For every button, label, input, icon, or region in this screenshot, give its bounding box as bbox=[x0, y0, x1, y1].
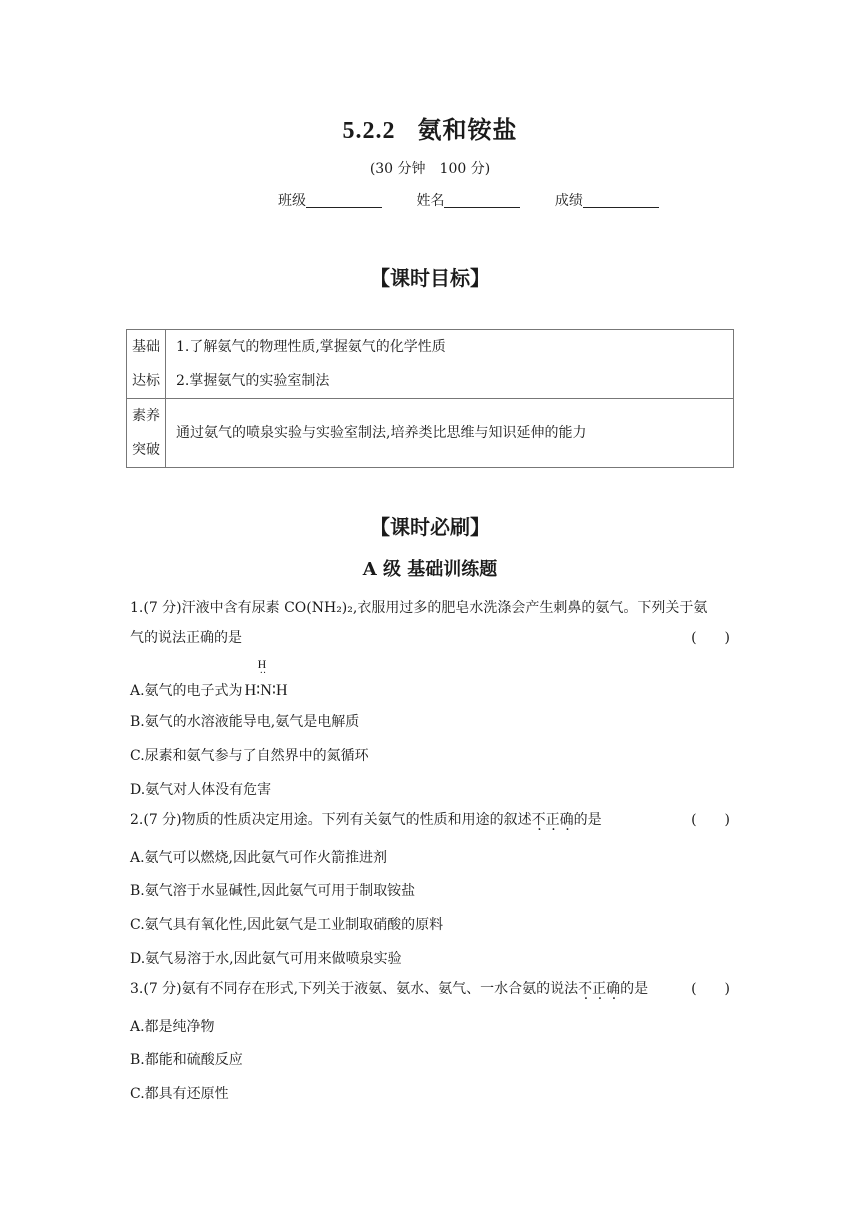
answer-paren[interactable]: ( ) bbox=[691, 981, 730, 997]
question-1-stem: 1.(7 分)汗液中含有尿素 CO(NH₂)₂,衣服用过多的肥皂水洗涤会产生刺鼻的氨气。下列关于氨 气的说法正确的是 ( ) bbox=[130, 597, 730, 649]
section-number: 5.2.2 bbox=[342, 118, 396, 144]
emphasis-char: 不 bbox=[578, 981, 593, 997]
electron-formula: H ·· H∶N∶H bbox=[244, 657, 288, 699]
goal-item: 通过氨气的喷泉实验与实验室制法,培养类比思维与知识延伸的能力 bbox=[166, 399, 734, 468]
level-heading: A 级 基础训练题 bbox=[362, 559, 498, 580]
score-field[interactable]: 成绩 bbox=[555, 190, 659, 210]
option-a[interactable]: A.都是纯净物 bbox=[130, 1019, 215, 1035]
option-b[interactable]: B.都能和硫酸反应 bbox=[130, 1052, 243, 1068]
option-c[interactable]: C.都具有还原性 bbox=[130, 1086, 229, 1102]
goal-label-basic: 基础 达标 bbox=[127, 330, 166, 399]
page-title bbox=[0, 110, 860, 145]
question-2-stem: 2.(7 分)物质的性质决定用途。下列有关氨气的性质和用途的叙述不正确的是 ( ) bbox=[130, 809, 730, 831]
answer-paren[interactable]: ( ) bbox=[691, 630, 730, 646]
title-text: 氨和铵盐 bbox=[417, 115, 518, 144]
option-a[interactable]: A.氨气可以燃烧,因此氨气可作火箭推进剂 bbox=[130, 850, 388, 866]
option-a[interactable]: A.氨气的电子式为 H ·· H∶N∶H bbox=[130, 657, 288, 699]
class-field[interactable]: 班级 bbox=[278, 190, 382, 210]
goals-table bbox=[126, 329, 734, 468]
student-info-line bbox=[278, 190, 689, 210]
emphasis-char: 正 bbox=[545, 812, 560, 828]
option-b[interactable]: B.氨气的水溶液能导电,氨气是电解质 bbox=[130, 714, 360, 730]
emphasis-char: 确 bbox=[559, 812, 574, 828]
time-score-note: (30 分钟 100 分) bbox=[369, 161, 491, 177]
name-blank[interactable] bbox=[444, 193, 520, 208]
option-d[interactable]: D.氨气对人体没有危害 bbox=[130, 782, 272, 798]
answer-paren[interactable]: ( ) bbox=[691, 812, 730, 828]
goal-label-literacy: 素养 突破 bbox=[127, 399, 166, 468]
option-b[interactable]: B.氨气溶于水显碱性,因此氨气可用于制取铵盐 bbox=[130, 883, 416, 899]
score-blank[interactable] bbox=[583, 193, 659, 208]
goal-item: 2.掌握氨气的实验室制法 bbox=[166, 364, 734, 399]
practice-heading: 【课时必刷】 bbox=[370, 515, 490, 539]
emphasis-char: 不 bbox=[531, 812, 546, 828]
question-3-stem: 3.(7 分)氨有不同存在形式,下列关于液氨、氨水、氨气、一水合氨的说法不正确的是 ( ) bbox=[130, 978, 730, 1000]
option-c[interactable]: C.氨气具有氧化性,因此氨气是工业制取硝酸的原料 bbox=[130, 917, 444, 933]
emphasis-char: 正 bbox=[592, 981, 607, 997]
class-blank[interactable] bbox=[306, 193, 382, 208]
table-row bbox=[127, 330, 734, 365]
goal-item: 1.了解氨气的物理性质,掌握氨气的化学性质 bbox=[166, 330, 734, 365]
table-row bbox=[127, 399, 734, 468]
option-d[interactable]: D.氨气易溶于水,因此氨气可用来做喷泉实验 bbox=[130, 951, 402, 967]
name-field[interactable]: 姓名 bbox=[416, 190, 520, 210]
option-c[interactable]: C.尿素和氨气参与了自然界中的氮循环 bbox=[130, 748, 369, 764]
goals-heading: 【课时目标】 bbox=[370, 266, 490, 290]
table-row bbox=[127, 364, 734, 399]
emphasis-char: 确 bbox=[606, 981, 621, 997]
